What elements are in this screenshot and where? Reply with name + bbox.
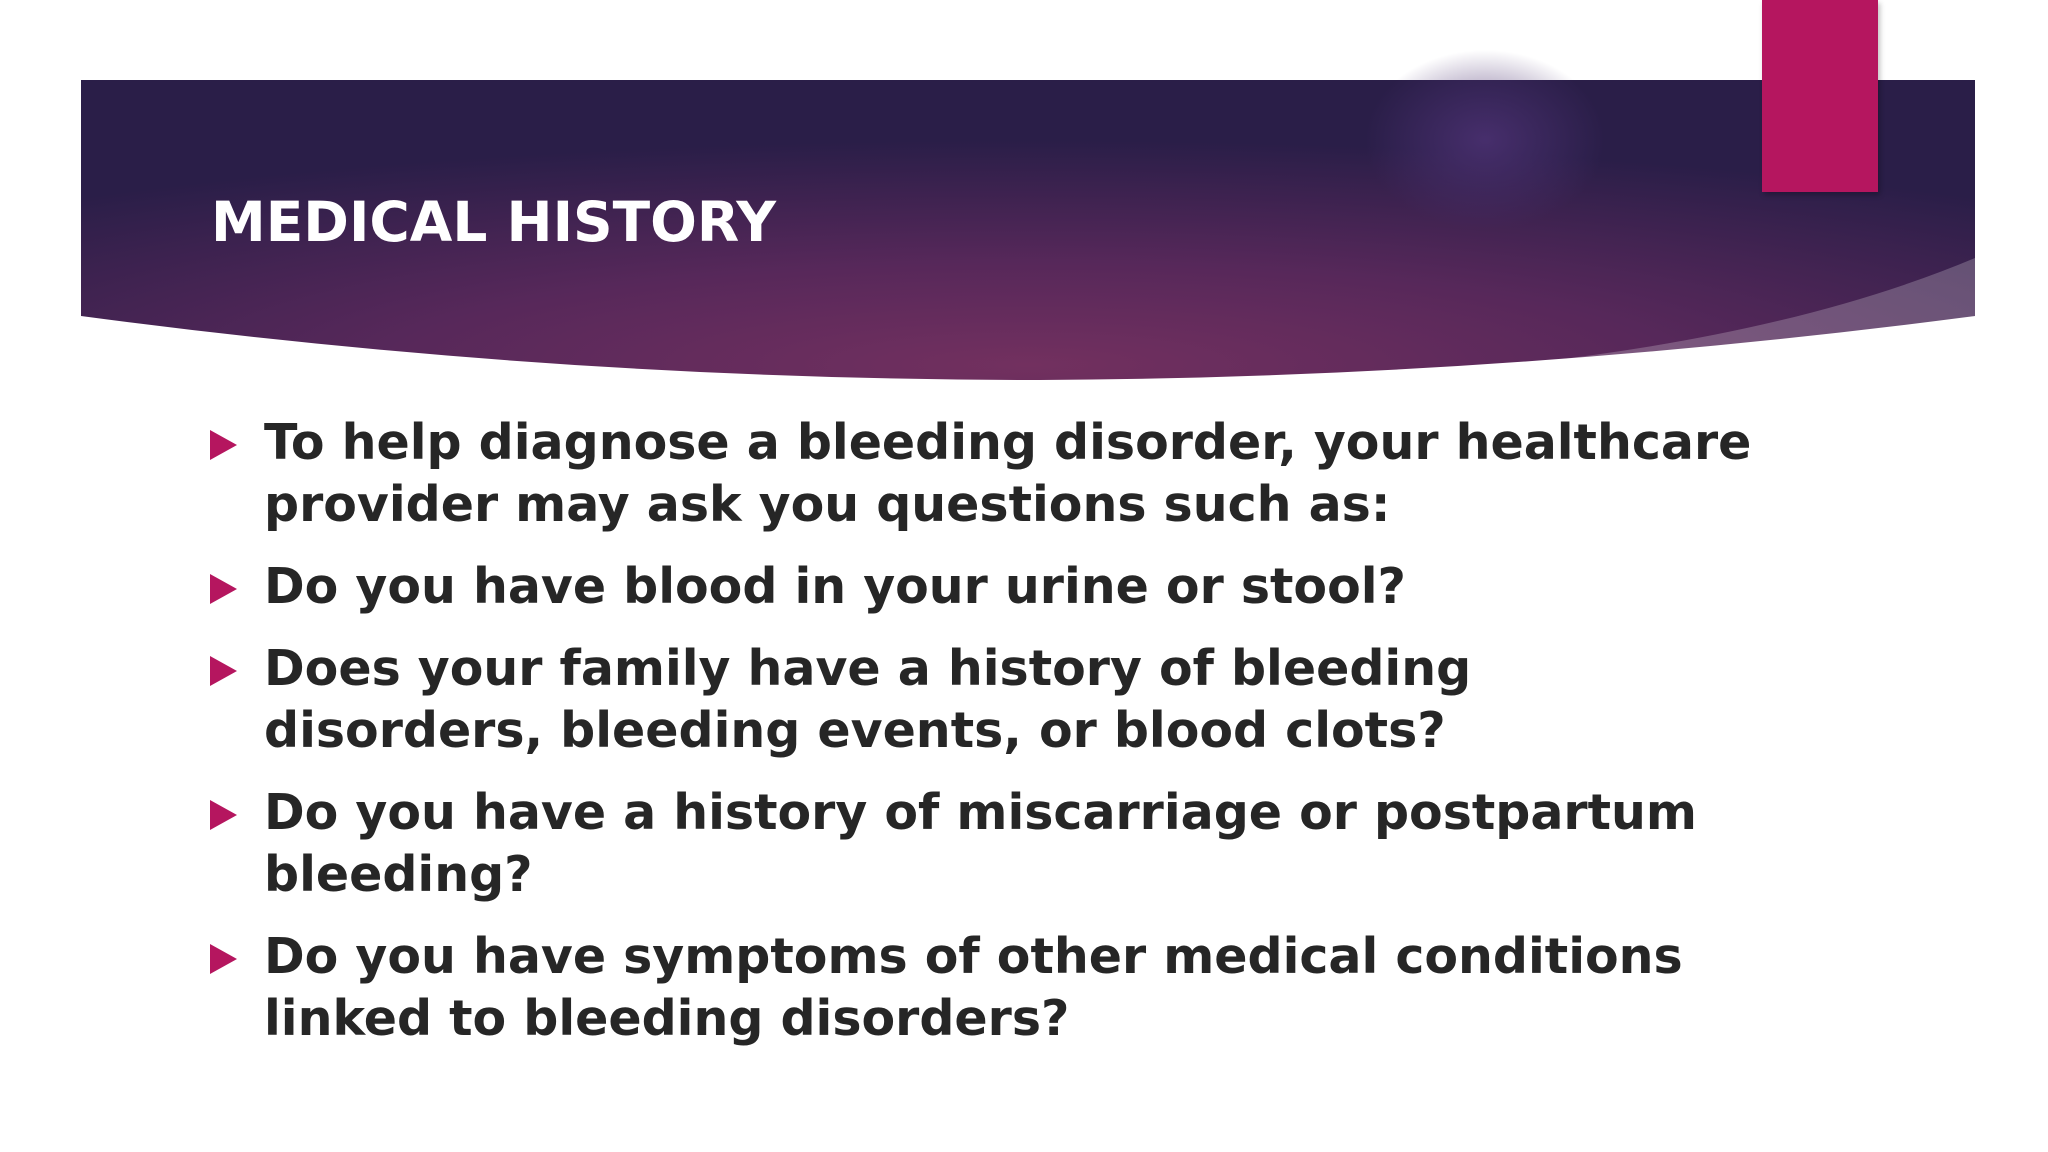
bullet-item xyxy=(206,638,1766,762)
bullet-text: Do you have a history of miscarriage or postpartum bleeding? xyxy=(264,784,1697,903)
bullet-list xyxy=(206,412,1766,1070)
bullet-text: Does your family have a history of bleeding disorders, bleeding events, or blood clots? xyxy=(264,640,1472,759)
bullet-text: Do you have blood in your urine or stool? xyxy=(264,558,1406,615)
triangle-right-icon xyxy=(210,800,237,830)
slide-title: MEDICAL HISTORY xyxy=(211,190,777,254)
triangle-right-icon xyxy=(210,656,237,686)
accent-tab xyxy=(1762,0,1878,192)
triangle-right-icon xyxy=(210,944,237,974)
bullet-item xyxy=(206,926,1766,1050)
triangle-right-icon xyxy=(210,430,237,460)
bullet-text: To help diagnose a bleeding disorder, your healthcare provider may ask you questions such as: xyxy=(264,414,1752,533)
bullet-text: Do you have symptoms of other medical conditions linked to bleeding disorders? xyxy=(264,928,1683,1047)
bullet-item xyxy=(206,412,1766,536)
triangle-right-icon xyxy=(210,574,237,604)
banner-glow xyxy=(1365,50,1605,230)
bullet-item xyxy=(206,782,1766,906)
bullet-item xyxy=(206,556,1766,618)
